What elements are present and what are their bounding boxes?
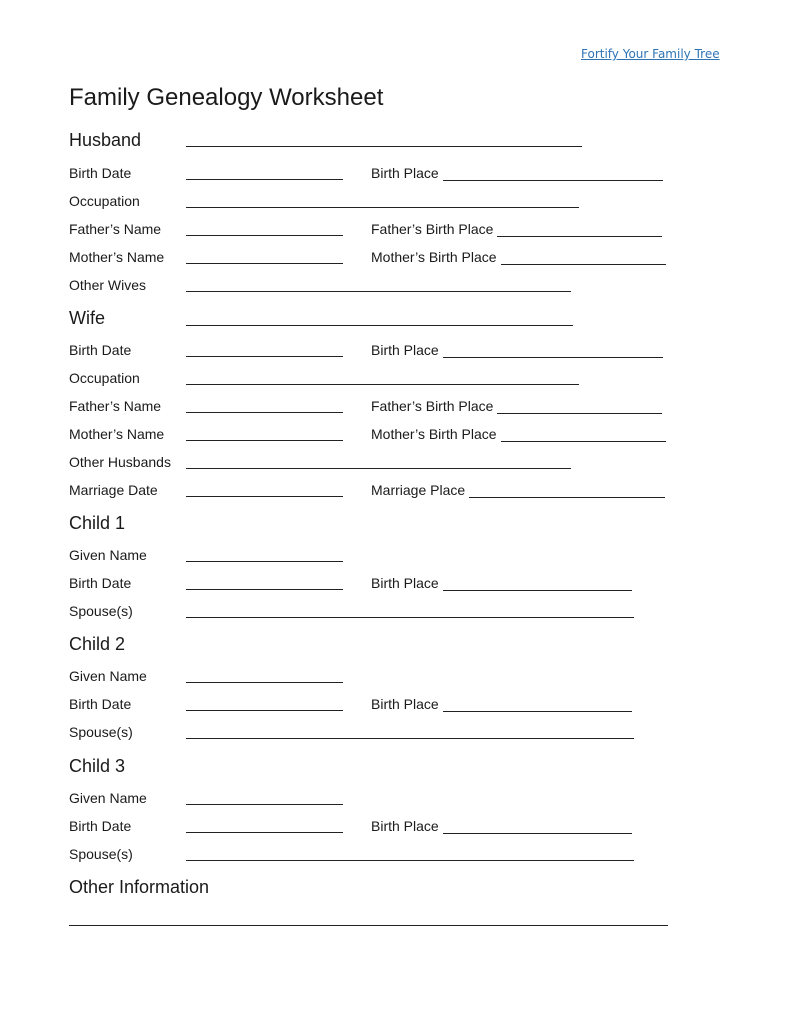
wife-fathers-name-field[interactable] bbox=[186, 412, 343, 413]
child-1-birth-date-label: Birth Date bbox=[69, 575, 132, 591]
child-2-given-name-label: Given Name bbox=[69, 668, 147, 684]
husband-fathers-name-label: Father’s Name bbox=[69, 221, 162, 237]
marriage-place-label: Marriage Place bbox=[371, 482, 466, 498]
wife-birth-date-field[interactable] bbox=[186, 356, 343, 357]
child-1-birth-place-label: Birth Place bbox=[371, 575, 439, 591]
marriage-date-label: Marriage Date bbox=[69, 482, 158, 498]
other-information-heading: Other Information bbox=[69, 877, 210, 897]
husband-other-wives-label: Other Wives bbox=[69, 277, 147, 293]
husband-name-field[interactable] bbox=[186, 146, 582, 147]
husband-fathers-name-field[interactable] bbox=[186, 235, 343, 236]
child-1-birth-place-field[interactable] bbox=[443, 577, 632, 591]
child-3-spouses-label: Spouse(s) bbox=[69, 846, 133, 862]
wife-other-husbands-field[interactable] bbox=[186, 468, 571, 469]
wife-birth-place-label: Birth Place bbox=[371, 342, 439, 358]
child-2-birth-place-field[interactable] bbox=[443, 698, 632, 712]
wife-fathers-name-label: Father’s Name bbox=[69, 398, 162, 414]
fortify-family-tree-link[interactable]: Fortify Your Family Tree bbox=[581, 47, 720, 61]
child-1-heading: Child 1 bbox=[69, 513, 126, 533]
husband-other-wives-field[interactable] bbox=[186, 291, 571, 292]
husband-fathers-birth-place-field[interactable] bbox=[497, 223, 662, 237]
husband-birth-date-label: Birth Date bbox=[69, 165, 132, 181]
child-2-heading: Child 2 bbox=[69, 634, 126, 654]
child-2-spouses-label: Spouse(s) bbox=[69, 724, 133, 740]
child-1-given-name-label: Given Name bbox=[69, 547, 147, 563]
husband-fathers-birth-place-label: Father’s Birth Place bbox=[371, 221, 494, 237]
child-2-birth-date-label: Birth Date bbox=[69, 696, 132, 712]
page-title: Family Genealogy Worksheet bbox=[69, 84, 384, 111]
wife-birth-place-field[interactable] bbox=[443, 344, 663, 358]
husband-birth-place-label: Birth Place bbox=[371, 165, 439, 181]
husband-occupation-label: Occupation bbox=[69, 193, 140, 209]
husband-occupation-field[interactable] bbox=[186, 207, 579, 208]
child-3-heading: Child 3 bbox=[69, 756, 126, 776]
marriage-place-field[interactable] bbox=[469, 484, 665, 498]
wife-mothers-birth-place-label: Mother’s Birth Place bbox=[371, 426, 497, 442]
wife-occupation-field[interactable] bbox=[186, 384, 579, 385]
child-3-given-name-label: Given Name bbox=[69, 790, 147, 806]
other-information-field[interactable] bbox=[69, 925, 668, 926]
child-3-birth-place-label: Birth Place bbox=[371, 818, 439, 834]
husband-mothers-birth-place-field[interactable] bbox=[501, 251, 666, 265]
child-3-spouses-field[interactable] bbox=[186, 860, 634, 861]
husband-birth-place-field[interactable] bbox=[443, 167, 663, 181]
wife-fathers-birth-place-field[interactable] bbox=[497, 400, 662, 414]
marriage-date-field[interactable] bbox=[186, 496, 343, 497]
wife-mothers-birth-place-field[interactable] bbox=[501, 428, 666, 442]
child-2-given-name-field[interactable] bbox=[186, 682, 343, 683]
child-2-birth-place-label: Birth Place bbox=[371, 696, 439, 712]
wife-other-husbands-label: Other Husbands bbox=[69, 454, 171, 470]
husband-mothers-name-field[interactable] bbox=[186, 263, 343, 264]
husband-mothers-birth-place-label: Mother’s Birth Place bbox=[371, 249, 497, 265]
husband-mothers-name-label: Mother’s Name bbox=[69, 249, 165, 265]
wife-birth-date-label: Birth Date bbox=[69, 342, 132, 358]
wife-fathers-birth-place-label: Father’s Birth Place bbox=[371, 398, 494, 414]
child-1-given-name-field[interactable] bbox=[186, 561, 343, 562]
child-3-given-name-field[interactable] bbox=[186, 804, 343, 805]
wife-mothers-name-field[interactable] bbox=[186, 440, 343, 441]
child-1-birth-date-field[interactable] bbox=[186, 589, 343, 590]
child-1-spouses-field[interactable] bbox=[186, 617, 634, 618]
husband-heading: Husband bbox=[69, 130, 142, 150]
wife-mothers-name-label: Mother’s Name bbox=[69, 426, 165, 442]
wife-occupation-label: Occupation bbox=[69, 370, 140, 386]
child-3-birth-place-field[interactable] bbox=[443, 820, 632, 834]
child-3-birth-date-field[interactable] bbox=[186, 832, 343, 833]
child-2-spouses-field[interactable] bbox=[186, 738, 634, 739]
wife-name-field[interactable] bbox=[186, 325, 573, 326]
child-3-birth-date-label: Birth Date bbox=[69, 818, 132, 834]
husband-birth-date-field[interactable] bbox=[186, 179, 343, 180]
child-1-spouses-label: Spouse(s) bbox=[69, 603, 133, 619]
wife-heading: Wife bbox=[69, 308, 105, 328]
child-2-birth-date-field[interactable] bbox=[186, 710, 343, 711]
